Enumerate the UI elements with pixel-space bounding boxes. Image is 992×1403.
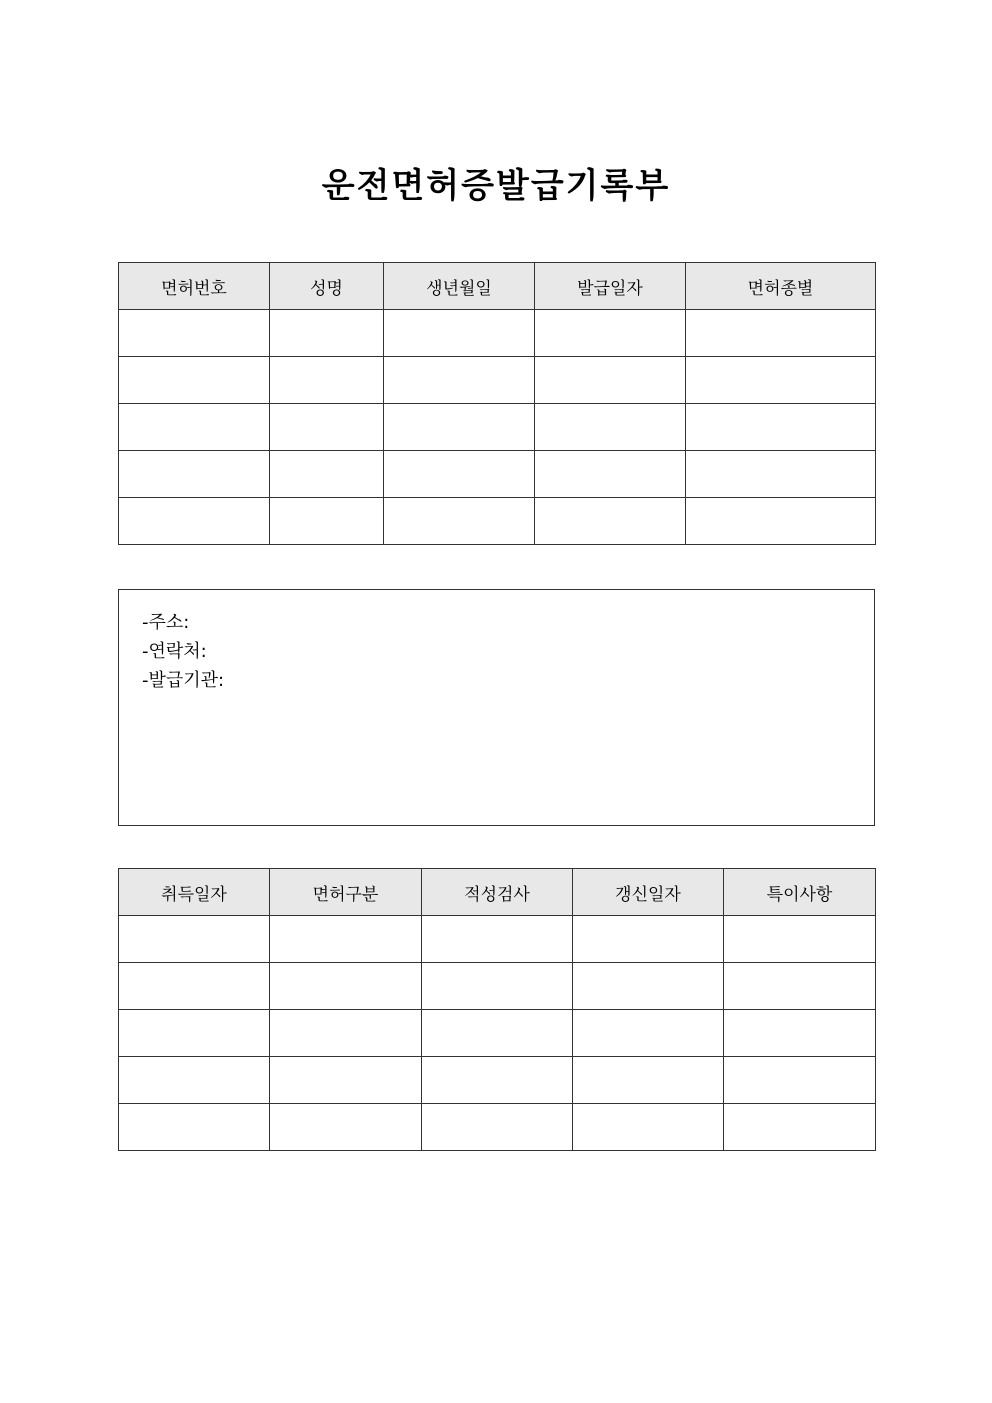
- page-title: 운전면허증발급기록부: [321, 166, 671, 206]
- table-cell[interactable]: [686, 451, 876, 498]
- table-row: [119, 963, 876, 1010]
- header-renewal-date: 갱신일자: [573, 869, 724, 916]
- address-field[interactable]: -주소:: [142, 612, 190, 633]
- table-cell[interactable]: [535, 498, 686, 545]
- table-cell[interactable]: [573, 963, 724, 1010]
- table-cell[interactable]: [119, 404, 270, 451]
- phone-field[interactable]: -연락처:: [142, 641, 207, 662]
- table-row: [119, 498, 876, 545]
- table-row: [119, 310, 876, 357]
- table-cell[interactable]: [686, 357, 876, 404]
- table-cell[interactable]: [535, 357, 686, 404]
- header-aptitude-test: 적성검사: [422, 869, 573, 916]
- table-cell[interactable]: [384, 357, 535, 404]
- table-cell[interactable]: [119, 1010, 270, 1057]
- table-cell[interactable]: [270, 310, 384, 357]
- license-table: [118, 262, 876, 545]
- table-cell[interactable]: [724, 963, 876, 1010]
- table-row: [119, 916, 876, 963]
- table-cell[interactable]: [270, 357, 384, 404]
- table-cell[interactable]: [724, 1104, 876, 1151]
- table-cell[interactable]: [119, 1057, 270, 1104]
- table-cell[interactable]: [535, 404, 686, 451]
- table-cell[interactable]: [119, 916, 270, 963]
- table-cell[interactable]: [270, 1010, 422, 1057]
- table-cell[interactable]: [422, 1104, 573, 1151]
- table-cell[interactable]: [686, 404, 876, 451]
- table-cell[interactable]: [422, 916, 573, 963]
- table-cell[interactable]: [270, 916, 422, 963]
- header-acquisition-date: 취득일자: [119, 869, 270, 916]
- table-cell[interactable]: [724, 916, 876, 963]
- table-cell[interactable]: [384, 451, 535, 498]
- table-cell[interactable]: [573, 1010, 724, 1057]
- contact-info-box: [118, 589, 875, 826]
- header-birth-date: 생년월일: [384, 263, 535, 310]
- table-cell[interactable]: [119, 963, 270, 1010]
- table-row: [119, 451, 876, 498]
- issuing-agency-field[interactable]: -발급기관:: [142, 670, 225, 691]
- table-row: [119, 1104, 876, 1151]
- table-cell[interactable]: [686, 498, 876, 545]
- table-cell[interactable]: [270, 963, 422, 1010]
- table-cell[interactable]: [535, 310, 686, 357]
- header-license-type: 면허종별: [686, 263, 876, 310]
- table-row: [119, 1057, 876, 1104]
- header-license-number: 면허번호: [119, 263, 270, 310]
- table-cell[interactable]: [384, 404, 535, 451]
- contact-info-list: [119, 590, 874, 695]
- history-table-header-row: [119, 869, 876, 916]
- table-cell[interactable]: [119, 310, 270, 357]
- table-cell[interactable]: [270, 498, 384, 545]
- table-cell[interactable]: [724, 1010, 876, 1057]
- table-cell[interactable]: [270, 1057, 422, 1104]
- table-cell[interactable]: [686, 310, 876, 357]
- table-cell[interactable]: [119, 1104, 270, 1151]
- license-table-header-row: [119, 263, 876, 310]
- table-cell[interactable]: [270, 451, 384, 498]
- table-cell[interactable]: [119, 451, 270, 498]
- table-cell[interactable]: [119, 357, 270, 404]
- table-cell[interactable]: [573, 1057, 724, 1104]
- table-cell[interactable]: [573, 1104, 724, 1151]
- table-row: [119, 357, 876, 404]
- table-cell[interactable]: [119, 498, 270, 545]
- header-license-class: 면허구분: [270, 869, 422, 916]
- header-name: 성명: [270, 263, 384, 310]
- table-row: [119, 404, 876, 451]
- table-cell[interactable]: [384, 310, 535, 357]
- table-cell[interactable]: [422, 963, 573, 1010]
- table-cell[interactable]: [270, 404, 384, 451]
- table-cell[interactable]: [535, 451, 686, 498]
- table-cell[interactable]: [573, 916, 724, 963]
- table-row: [119, 1010, 876, 1057]
- history-table: [118, 868, 876, 1151]
- table-cell[interactable]: [422, 1057, 573, 1104]
- table-cell[interactable]: [422, 1010, 573, 1057]
- header-remarks: 특이사항: [724, 869, 876, 916]
- header-issue-date: 발급일자: [535, 263, 686, 310]
- table-cell[interactable]: [724, 1057, 876, 1104]
- table-cell[interactable]: [384, 498, 535, 545]
- table-cell[interactable]: [270, 1104, 422, 1151]
